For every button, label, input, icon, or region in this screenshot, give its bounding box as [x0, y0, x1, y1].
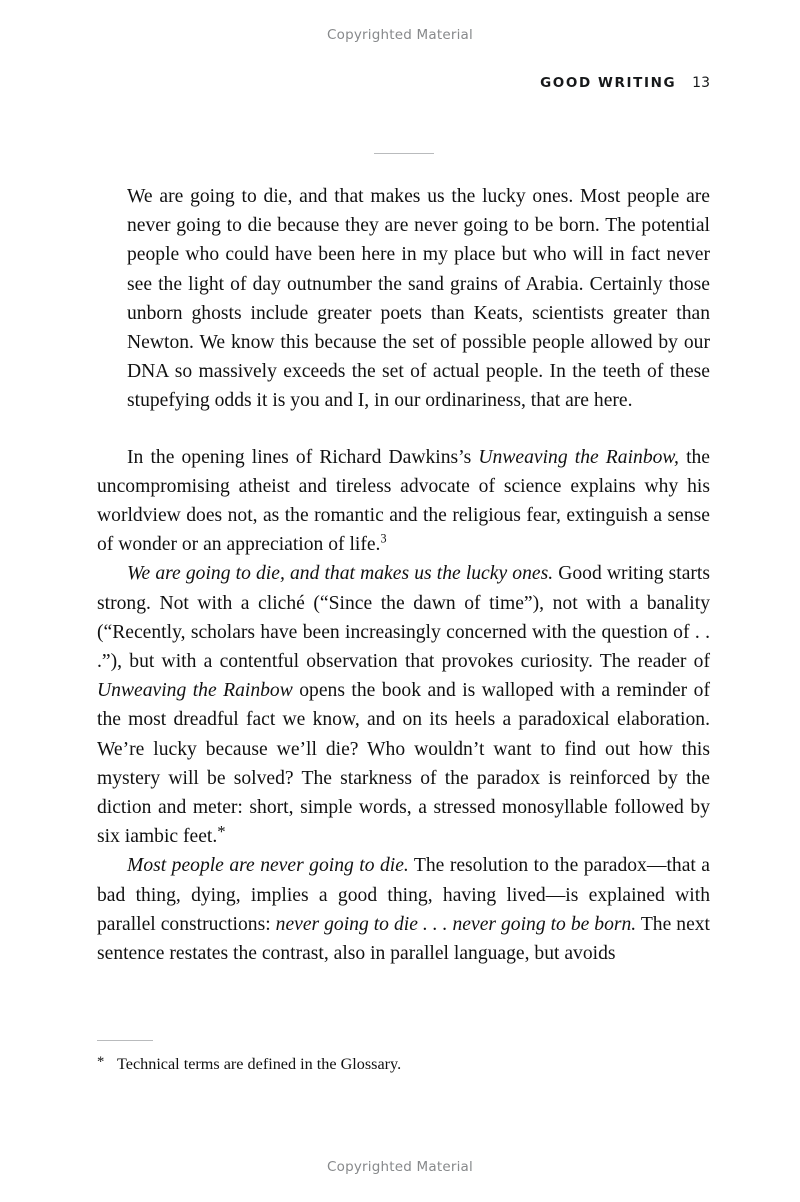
- footnote-asterisk: *: [97, 1054, 105, 1070]
- ornament-rule: [374, 153, 434, 154]
- running-head: [97, 72, 710, 91]
- footnote-separator-rule: [97, 1040, 153, 1041]
- parallel-construction-phrase: never going to die . . . never going to be born.: [275, 913, 637, 935]
- footnote-text: Technical terms are defined in the Glossary.: [117, 1055, 402, 1074]
- paragraph-dawkins-rest: the uncompromising atheist and tireless advocate of science explains why his worldview does not, as the romantic and the religious fear, extinguish a sense of wonder or an appreciation of life.: [97, 446, 711, 556]
- copyright-watermark-bottom: Copyrighted Material: [327, 1159, 473, 1175]
- book-title-unweaving-the-rainbow: Unweaving the Rainbow,: [478, 446, 679, 468]
- quoted-sentence-most-people: Most people are never going to die.: [127, 855, 409, 877]
- footnote-marker-asterisk: *: [217, 822, 226, 842]
- footnote-block: [97, 1051, 710, 1076]
- epigraph-block: We are going to die, and that makes us the lucky ones. Most people are never going to die because they are never going to be born. The potential people who could have been here in my place but who will in fact never see the light of day outnumber the sand grains of Arabia. Certainly those unborn ghosts include greater poets than Keats, scientists greater than Newton. We know this because the set of possible people allowed by our DNA so massively exceeds the set of actual people. In the teeth of these stupefying odds it is you and I, in our ordinariness, that are here.: [127, 186, 710, 412]
- paragraph-most-people-part-a: The resolution to the paradox—that a bad thing, dying, implies a good thing, having lived—is explained with parallel constructions:: [97, 855, 710, 935]
- quoted-sentence-we-are-going-to-die: We are going to die, and that makes us the lucky ones.: [127, 563, 554, 585]
- page-number: 13: [692, 75, 710, 91]
- paragraph-most-people-part-b: The next sentence restates the contrast, also in parallel language, but avoids: [97, 913, 711, 965]
- book-title-unweaving-the-rainbow-2: Unweaving the Rainbow: [97, 680, 293, 702]
- paragraph-most-people: [97, 851, 710, 968]
- text-column: [97, 182, 710, 968]
- copyright-watermark-top: Copyrighted Material: [327, 27, 473, 43]
- endnote-marker-3: 3: [380, 531, 387, 546]
- running-head-chapter-title: GOOD WRITING: [540, 75, 677, 91]
- paragraph-good-writing-part-b: opens the book and is walloped with a reminder of the most dreadful fact we know, and on its heels a paradoxical elaboration. We’re lucky because we’ll die? Who wouldn’t want to find out how this mystery will be solved? The starkness of the paradox is reinforced by the diction and meter: short, simple words, a stressed monosyllable followed by six iambic feet.: [97, 680, 710, 848]
- paragraph-dawkins: [97, 443, 710, 560]
- paragraph-dawkins-lead-in: In the opening lines of Richard Dawkins’s: [127, 446, 479, 468]
- footnote-text-row: [97, 1051, 710, 1076]
- paragraph-good-writing-part-a: Good writing starts strong. Not with a cliché (“Since the dawn of time”), not with a banality (“Recently, scholars have been increasingly concerned with the question of . . .”), but with a contentful observation that provokes curiosity. The reader of: [97, 563, 711, 673]
- paragraph-good-writing: [97, 559, 710, 851]
